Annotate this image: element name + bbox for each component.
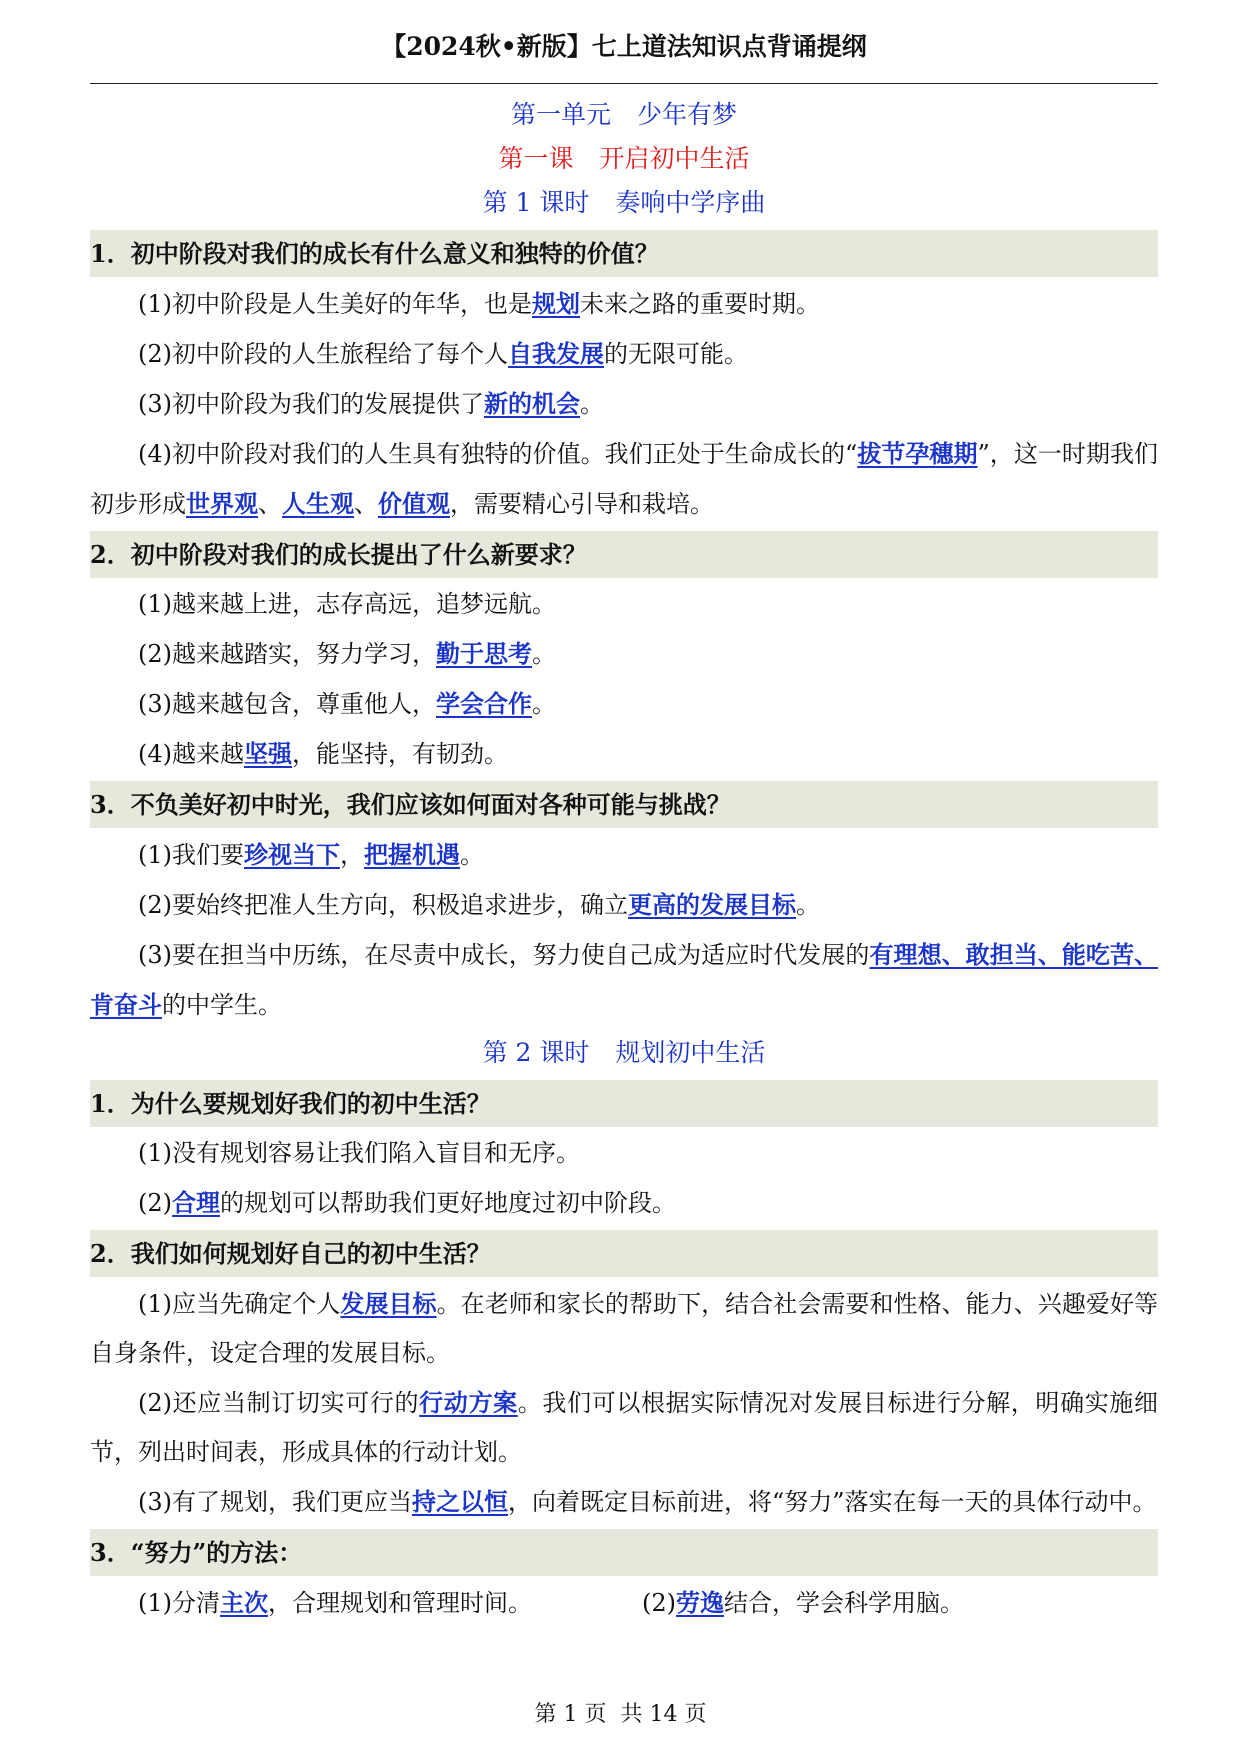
answer-item: (1)分清主次，合理规划和管理时间。 (2)劳逸结合，学会科学用脑。	[138, 1588, 964, 1617]
answer-item: (4)越来越坚强，能坚持，有韧劲。	[138, 739, 508, 768]
unit-name: 少年有梦	[637, 100, 738, 129]
keyword: 合理	[172, 1188, 220, 1217]
period-1-name: 奏响中学序曲	[615, 188, 766, 217]
answer-item: (3)有了规划，我们更应当持之以恒，向着既定目标前进，将“努力”落实在每一天的具体行动中。	[138, 1487, 1157, 1516]
period-1-number: 第 1 课时	[482, 188, 590, 217]
answer-item: (2)越来越踏实，努力学习，勤于思考。	[138, 639, 556, 668]
unit-title	[90, 90, 1158, 140]
keyword: 持之以恒	[412, 1487, 508, 1516]
question-heading: 1．为什么要规划好我们的初中生活？	[90, 1080, 1158, 1127]
keyword: 世界观	[186, 489, 258, 518]
document-body	[90, 90, 1158, 1628]
question-heading: 2．初中阶段对我们的成长提出了什么新要求？	[90, 531, 1158, 578]
answer-item: (1)没有规划容易让我们陷入盲目和无序。	[138, 1139, 580, 1167]
question-heading: 1．初中阶段对我们的成长有什么意义和独特的价值？	[90, 230, 1158, 277]
keyword: 珍视当下	[244, 840, 340, 869]
keyword: 更高的发展目标	[628, 890, 796, 919]
keyword: 行动方案	[419, 1388, 518, 1417]
keyword: 劳逸	[676, 1588, 724, 1617]
answer-item: (3)越来越包含，尊重他人，学会合作。	[138, 689, 556, 718]
question-heading: 3．不负美好初中时光，我们应该如何面对各种可能与挑战？	[90, 781, 1158, 828]
question-heading: 3．“努力”的方法：	[90, 1529, 1158, 1576]
keyword: 发展目标	[340, 1289, 437, 1318]
answer-item: (3)初中阶段为我们的发展提供了新的机会。	[138, 389, 604, 418]
keyword: 人生观	[282, 489, 354, 518]
document-header: 【2024秋•新版】七上道法知识点背诵提纲	[381, 32, 867, 61]
period-2-number: 第 2 课时	[482, 1038, 590, 1067]
period-2-name: 规划初中生活	[615, 1038, 766, 1067]
unit-number: 第一单元	[510, 100, 611, 129]
answer-item: (1)越来越上进，志存高远，追梦远航。	[138, 590, 556, 618]
page-footer	[0, 1700, 1241, 1730]
answer-item: (1)初中阶段是人生美好的年华，也是规划未来之路的重要时期。	[138, 289, 820, 318]
period-1-title	[90, 178, 1158, 228]
page-total: 共 14 页	[620, 1702, 707, 1727]
answer-item: (2)要始终把准人生方向，积极追求进步，确立更高的发展目标。	[138, 890, 820, 919]
answer-item: (2)初中阶段的人生旅程给了每个人自我发展的无限可能。	[138, 339, 748, 368]
period-2-title	[90, 1028, 1158, 1078]
keyword: 有理想、敢担当、能吃苦、肯奋斗	[90, 940, 1159, 1019]
answer-item: (1)应当先确定个人发展目标。在老师和家长的帮助下，结合社会需要和性格、能力、兴趣爱好等自身条件，设定合理的发展目标。	[90, 1289, 1159, 1367]
keyword: 规划	[532, 289, 580, 318]
answer-item: (1)我们要珍视当下，把握机遇。	[138, 840, 484, 869]
keyword: 拔节孕穗期	[857, 439, 978, 468]
keyword: 坚强	[244, 739, 292, 768]
answer-item: (2)还应当制订切实可行的行动方案。我们可以根据实际情况对发展目标进行分解，明确实施细节，列出时间表，形成具体的行动计划。	[90, 1388, 1159, 1466]
page-number: 第 1 页	[534, 1702, 607, 1727]
keyword: 勤于思考	[436, 639, 532, 668]
question-heading: 2．我们如何规划好自己的初中生活？	[90, 1230, 1158, 1277]
answer-item: (4)初中阶段对我们的人生具有独特的价值。我们正处于生命成长的“拔节孕穗期”，这一时期我们初步形成世界观、人生观、价值观，需要精心引导和栽培。	[90, 439, 1159, 518]
keyword: 新的机会	[484, 389, 580, 418]
keyword: 学会合作	[436, 689, 532, 718]
lesson-number: 第一课	[498, 144, 574, 173]
lesson-title	[90, 134, 1158, 184]
answer-item: (2)合理的规划可以帮助我们更好地度过初中阶段。	[138, 1188, 676, 1217]
keyword: 主次	[220, 1588, 268, 1617]
header-rule	[90, 83, 1158, 84]
keyword: 自我发展	[508, 339, 604, 368]
keyword: 把握机遇	[364, 840, 460, 869]
lesson-name: 开启初中生活	[599, 144, 750, 173]
keyword: 价值观	[378, 489, 450, 518]
answer-item: (3)要在担当中历练，在尽责中成长，努力使自己成为适应时代发展的有理想、敢担当、能吃苦、肯奋斗的中学生。	[90, 940, 1159, 1019]
